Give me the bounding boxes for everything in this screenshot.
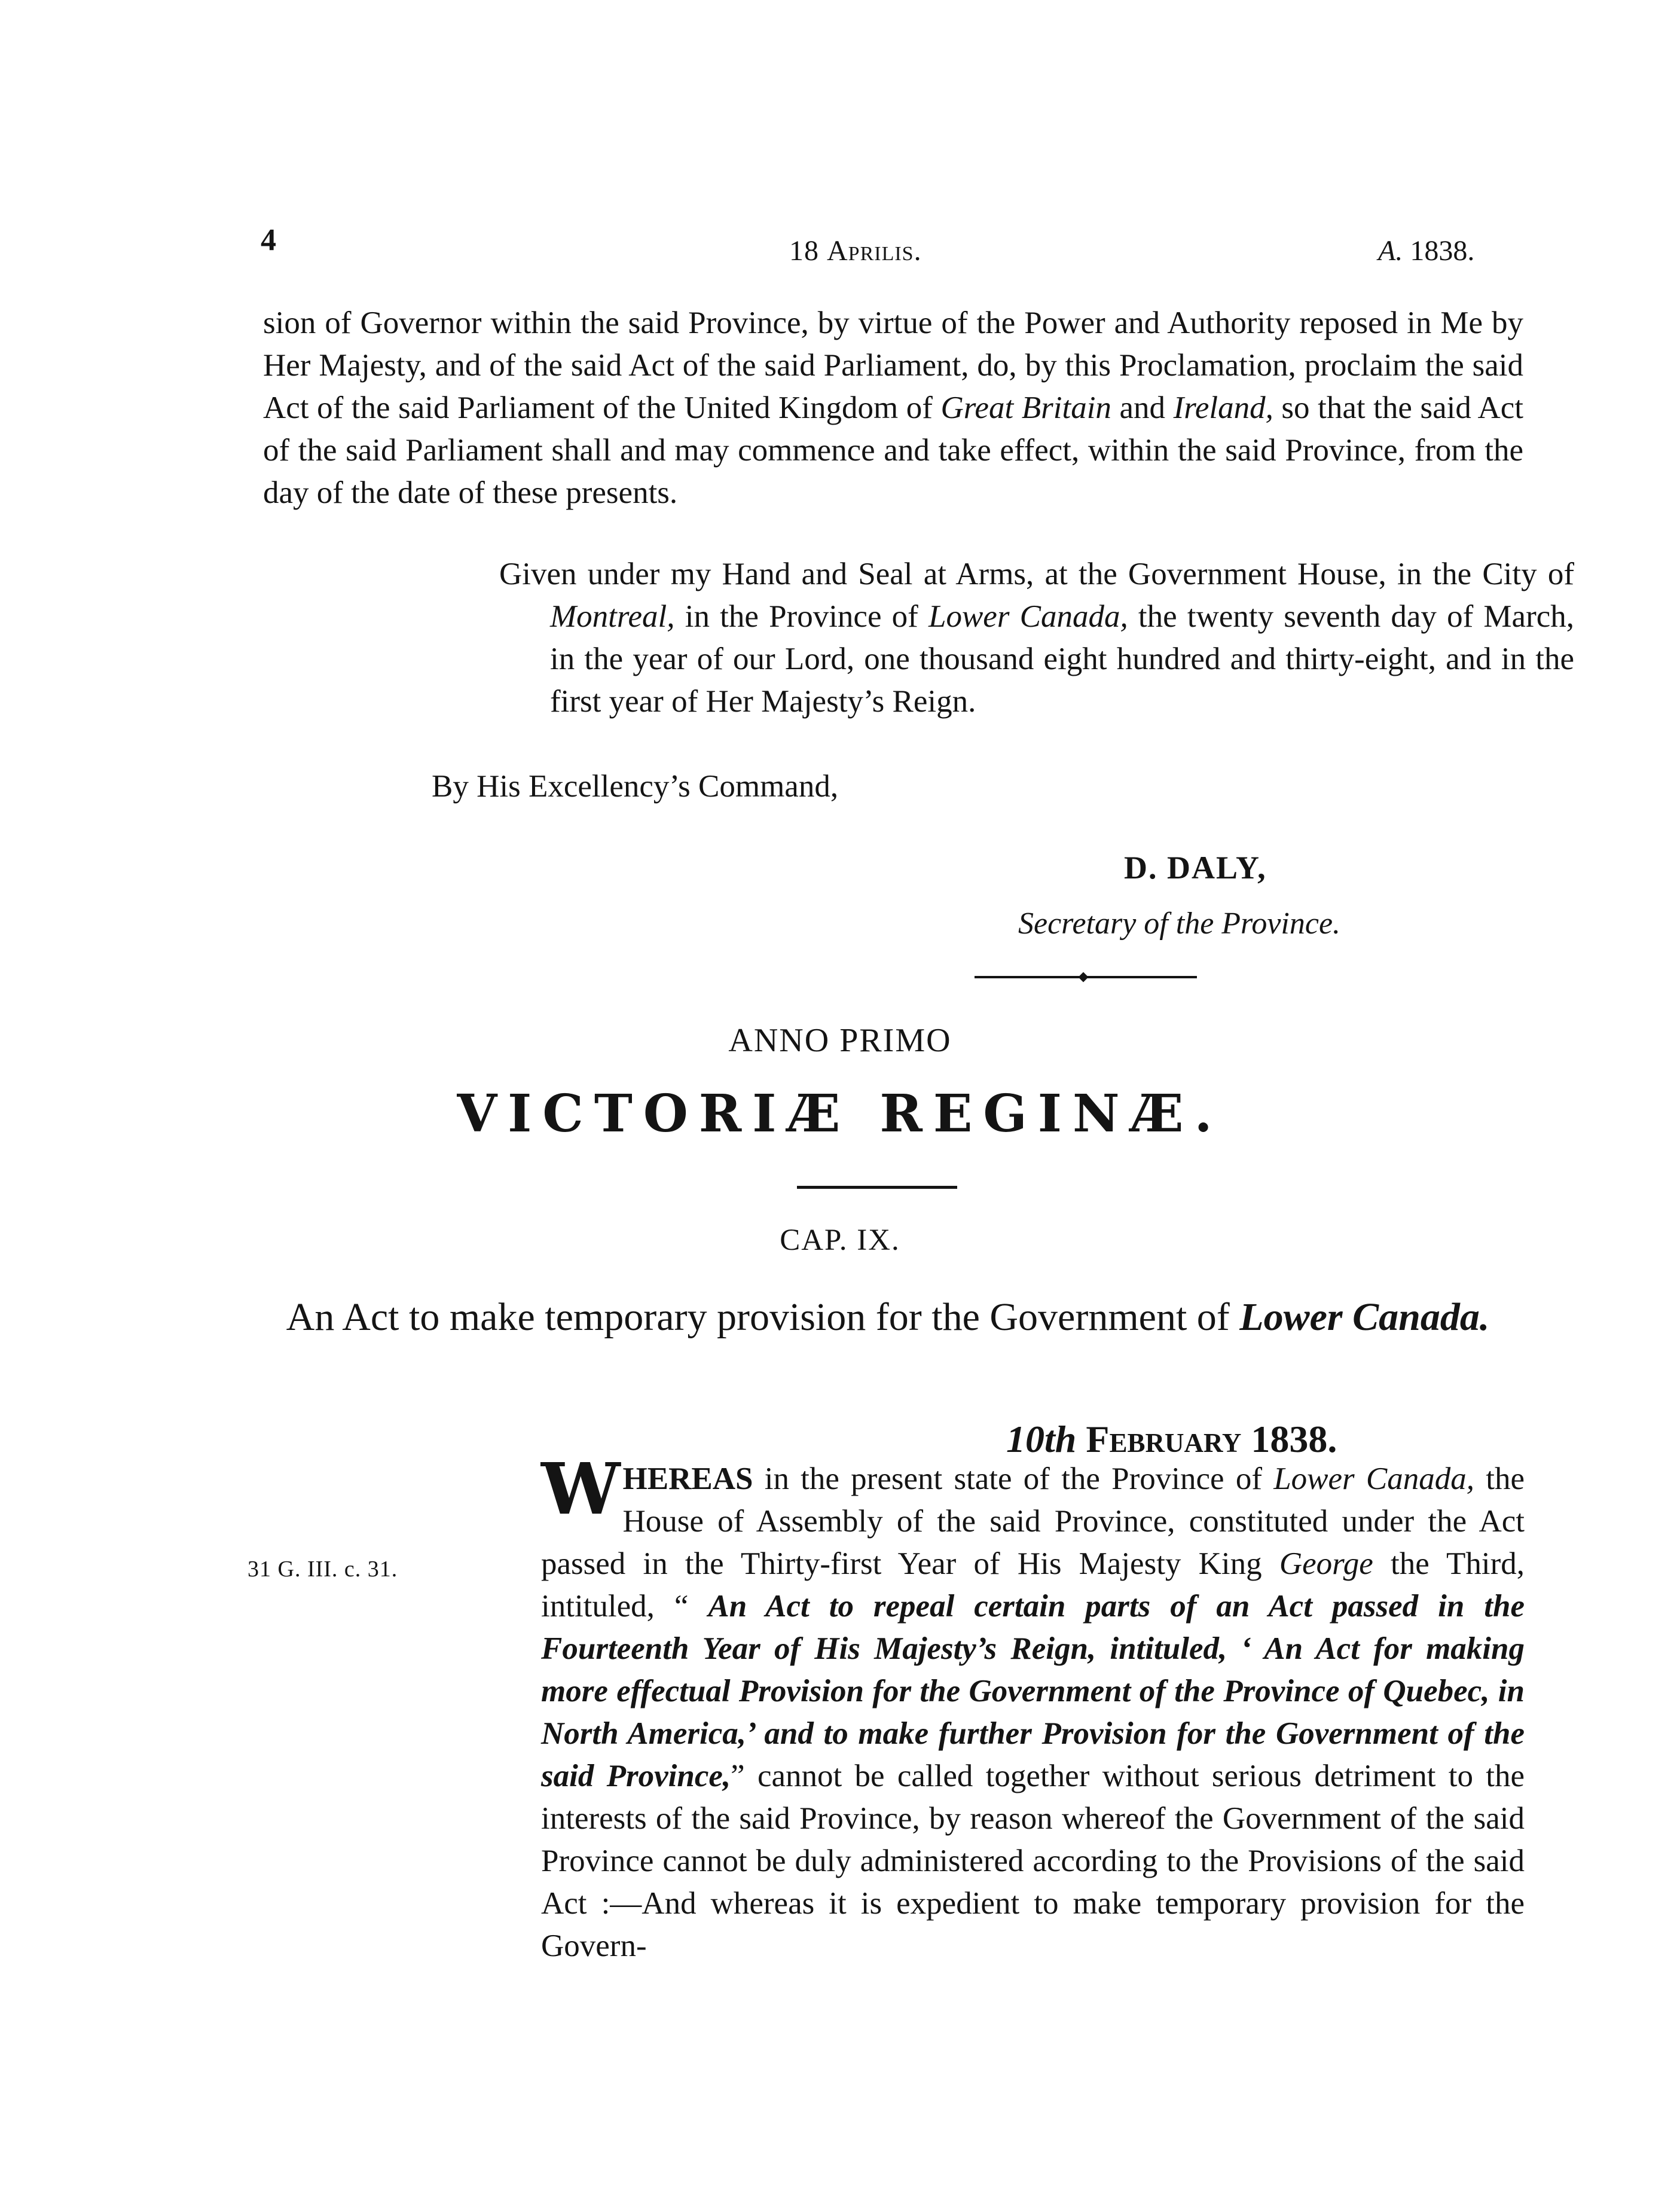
command-line: By His Excellency’s Command, (432, 769, 839, 804)
running-head-day: 18 (789, 235, 819, 267)
preamble-text: the House of Assembly of the said Province, constituted under the Act passed in the Thirty-first Year of His Majesty King (541, 1462, 1525, 1581)
chapter-heading: CAP. IX. (780, 1224, 900, 1257)
proclamation-text: so that the said Act of the said Parliament shall and may commence and take effect, within the said Province, from the day of the date of these presents. (263, 390, 1523, 510)
given-text: Given under my Hand and Seal at Arms, at the Government House, in the City of (499, 557, 1574, 591)
year-prefix: A. (1378, 235, 1403, 267)
running-head-month: Aprilis. (827, 235, 922, 267)
running-head-year (1378, 234, 1474, 267)
lower-canada-text: Lower Canada, (928, 599, 1128, 634)
reign-heading: VICTORIÆ REGINÆ. (457, 1084, 1223, 1144)
proclamation-text: sion of Governor within the said Province, by virtue of the Power and Authority reposed in Me by Her Majesty, and of the said Act of the said Parliament, do, by this Proclamation, proclaim the said Act of the said Parliament of the United Kingdom of (263, 306, 1523, 425)
whereas-word: HEREAS (622, 1462, 753, 1496)
running-head-date (789, 234, 922, 267)
cited-act-title: An Act to repeal certain parts of an Act passed in the Fourteenth Year of His Majesty’s Reign, intituled, ‘ An Act for making more effectual Provision for the Government of the Province of Quebec, in North America,’ and to make further Provision for the Government of the said Province, (541, 1589, 1525, 1793)
proclamation-text: and (1111, 390, 1174, 425)
anno-heading: ANNO PRIMO (728, 1022, 952, 1059)
heading-divider (797, 1186, 957, 1189)
proclamation-paragraph (263, 302, 1523, 514)
act-title (251, 1292, 1525, 1343)
given-text: the twenty seventh day of March, in the year of our Lord, one thousand eight hundred and thirty-eight, and in the first year of Her Majesty’s Reign. (550, 599, 1574, 719)
act-title-text: An Act to make temporary provision for the Government of (286, 1295, 1240, 1339)
divider-ornament (1079, 972, 1089, 983)
lower-canada-text: Lower Canada, (1273, 1462, 1475, 1496)
montreal-text: Montreal, (550, 599, 675, 634)
enactment-year: 1838. (1251, 1418, 1337, 1460)
act-title-lower-canada: Lower Canada. (1239, 1295, 1490, 1339)
margin-note: 31 G. III. c. 31. (248, 1557, 398, 1582)
drop-cap: W (541, 1447, 621, 1530)
given-under-paragraph (499, 553, 1574, 723)
page-number: 4 (261, 223, 276, 257)
enactment-date (1006, 1417, 1337, 1462)
preamble-text: the Third, intituled, “ (541, 1546, 1525, 1624)
year-value: 1838. (1410, 235, 1475, 267)
signer-name: D. DALY, (1124, 850, 1267, 886)
preamble-paragraph (541, 1447, 1525, 1967)
signer-office: Secretary of the Province. (1018, 907, 1341, 941)
preamble-text: ” cannot be called together without serious detriment to the interests of the said Province, by reason whereof the Government of the said Province cannot be duly administered according to the Provisions of the said Act :—And whereas it is expedient to make temporary provision for the Govern- (541, 1759, 1525, 1963)
enactment-month: February (1086, 1418, 1242, 1460)
given-text: in the Province of (674, 599, 928, 634)
great-britain-text: Great Britain (940, 390, 1111, 425)
preamble-text: in the present state of the Province of (753, 1462, 1274, 1496)
enactment-day: 10th (1006, 1418, 1077, 1460)
ireland-text: Ireland, (1173, 390, 1273, 425)
george-text: George (1279, 1546, 1373, 1581)
